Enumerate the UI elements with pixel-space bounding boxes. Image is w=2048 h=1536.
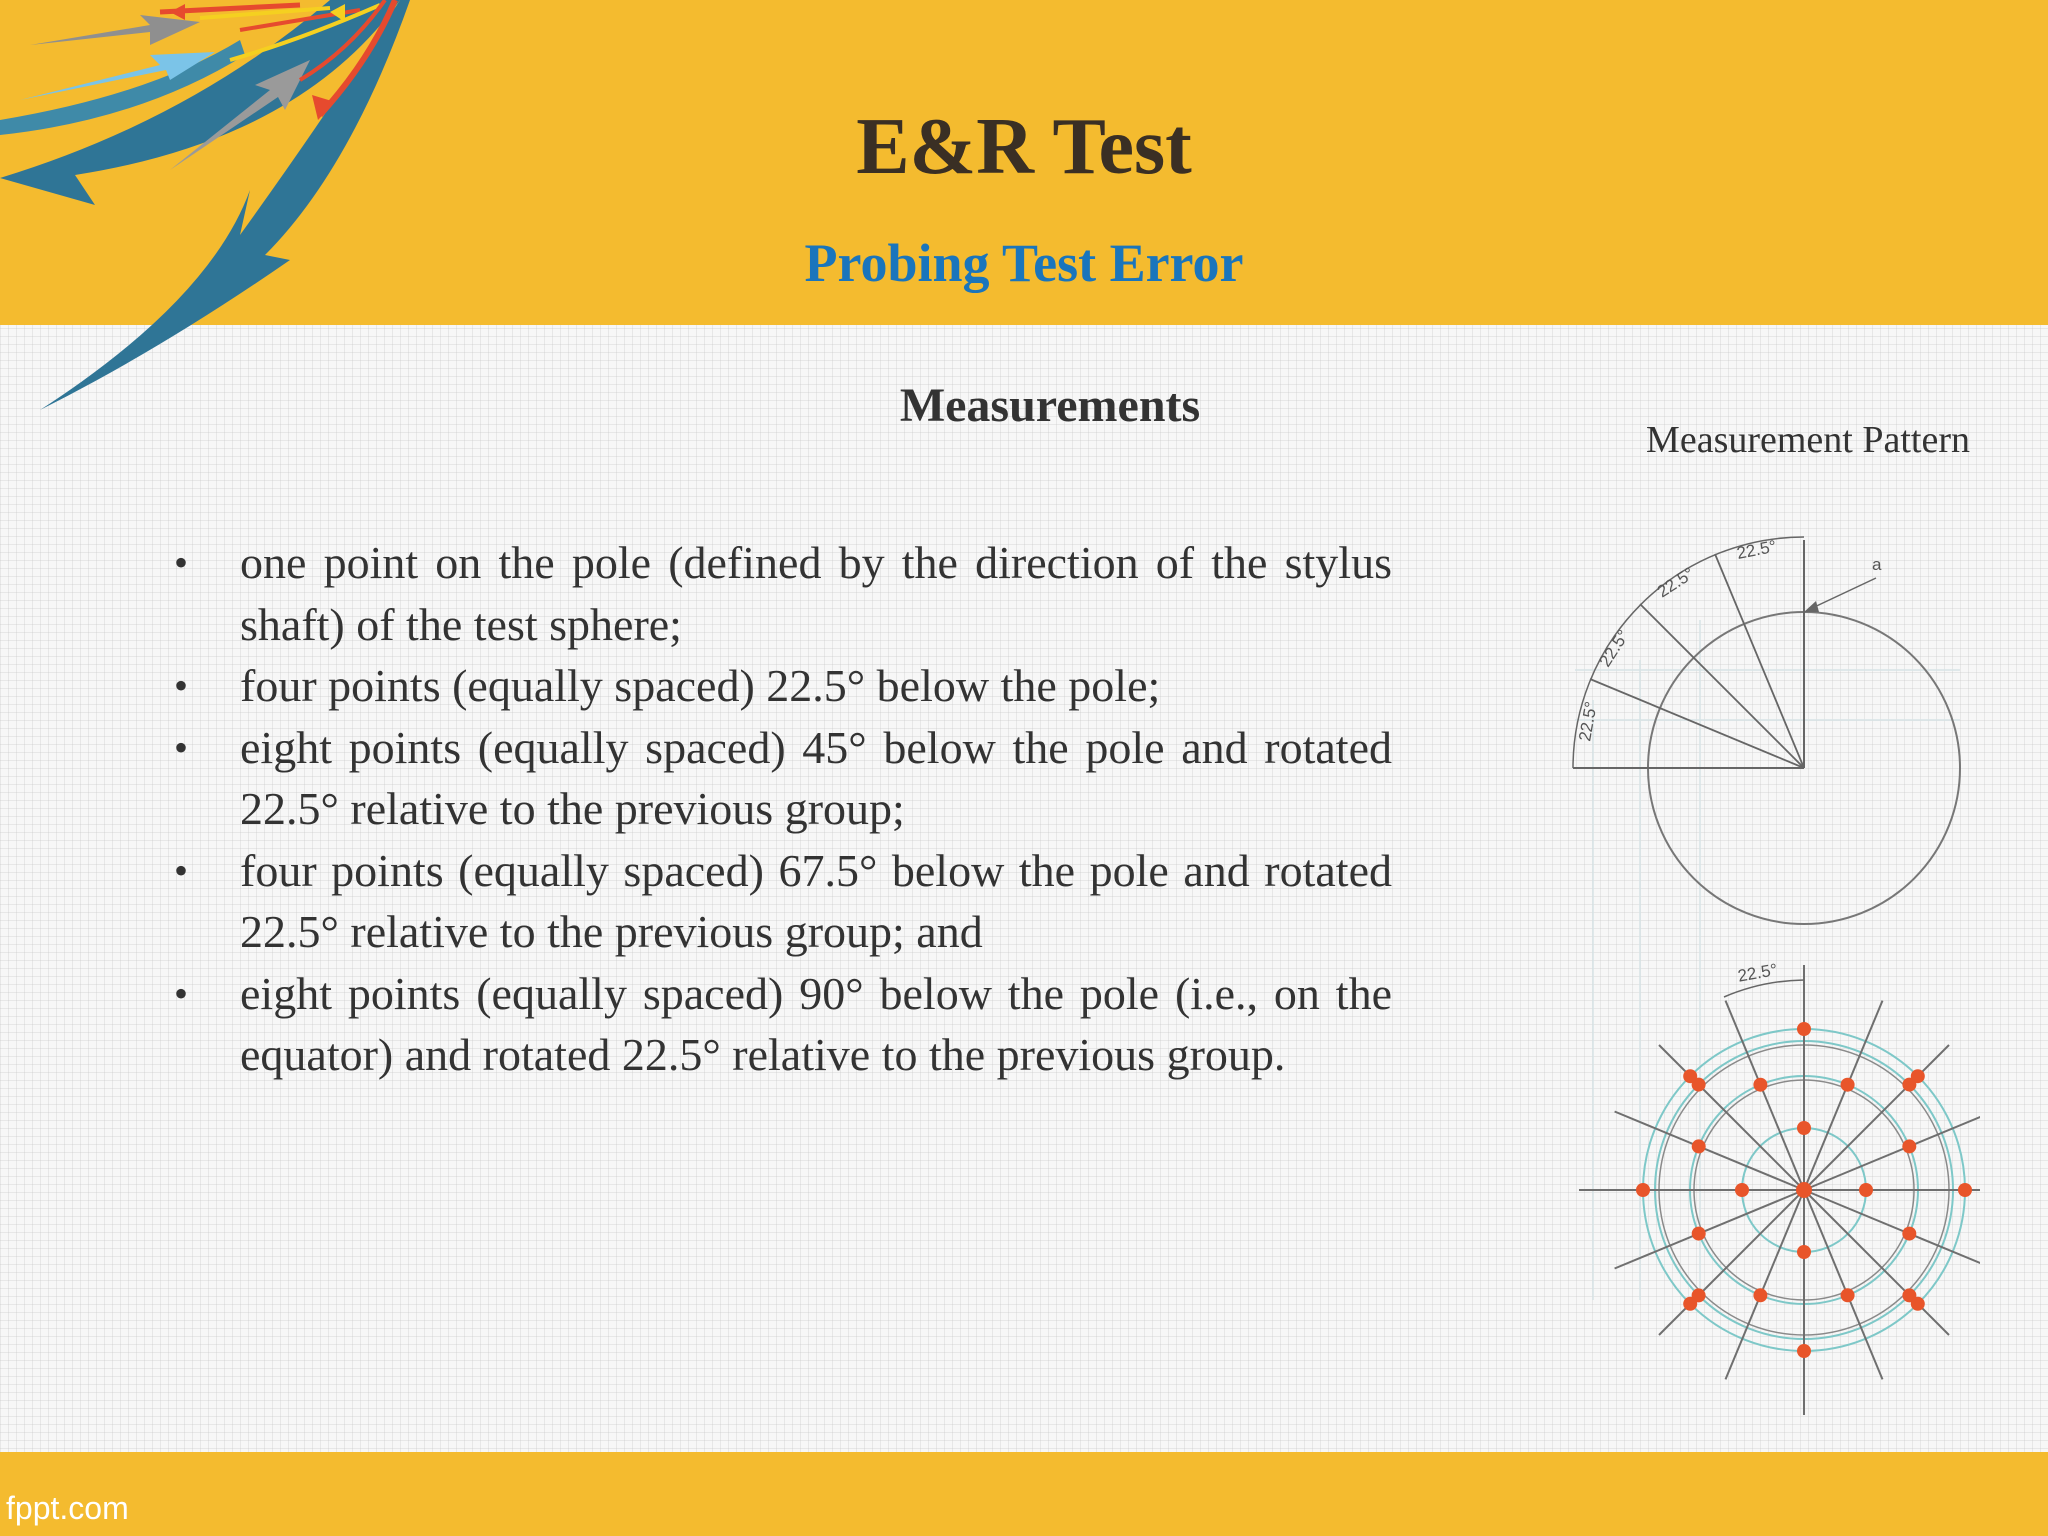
probe-point bbox=[1859, 1183, 1873, 1197]
footer-band bbox=[0, 1452, 2048, 1536]
measurement-pattern-figure bbox=[1560, 520, 1980, 1420]
probe-point bbox=[1735, 1183, 1749, 1197]
angle-label: 22.5° bbox=[1736, 960, 1779, 986]
probe-point bbox=[1841, 1288, 1855, 1302]
pattern-spoke bbox=[1659, 1045, 1804, 1190]
bullet-item: • eight points (equally spaced) 90° below the pole (i.e., on the equator) and rotated 22.5° relative to the previous group. bbox=[170, 963, 1392, 1086]
angle-label: 22.5° bbox=[1575, 700, 1601, 743]
probe-point bbox=[1911, 1297, 1925, 1311]
probe-point bbox=[1692, 1227, 1706, 1241]
probe-point bbox=[1841, 1078, 1855, 1092]
bullet-item: • one point on the pole (defined by the direction of the stylus shaft) of the test sphere; bbox=[170, 532, 1392, 655]
top-view-diagram bbox=[1579, 960, 1980, 1415]
probe-point bbox=[1692, 1139, 1706, 1153]
footer-logo-text: fppt.com bbox=[6, 1490, 129, 1526]
probe-point bbox=[1636, 1183, 1650, 1197]
pattern-spoke bbox=[1804, 1190, 1949, 1335]
figure-caption: Measurement Pattern bbox=[1646, 419, 1970, 461]
angle-label: 22.5° bbox=[1653, 563, 1698, 602]
angle-label: 22.5° bbox=[1735, 536, 1778, 563]
probe-point bbox=[1911, 1069, 1925, 1083]
bullet-item: • four points (equally spaced) 67.5° below the pole and rotated 22.5° relative to the previous group; and bbox=[170, 840, 1392, 963]
section-heading: Measurements bbox=[899, 379, 1201, 432]
probe-point bbox=[1753, 1288, 1767, 1302]
pattern-spoke bbox=[1659, 1190, 1804, 1335]
bullet-item: • four points (equally spaced) 22.5° below the pole; bbox=[170, 655, 1392, 717]
probe-point bbox=[1683, 1297, 1697, 1311]
probe-point bbox=[1902, 1139, 1916, 1153]
angle-label: 22.5° bbox=[1595, 626, 1634, 671]
bullet-list bbox=[170, 532, 1392, 1086]
probe-point bbox=[1797, 1344, 1811, 1358]
probe-point bbox=[1958, 1183, 1972, 1197]
probe-point bbox=[1797, 1121, 1811, 1135]
probe-point bbox=[1683, 1069, 1697, 1083]
probe-point bbox=[1902, 1227, 1916, 1241]
bullet-item: • eight points (equally spaced) 45° below the pole and rotated 22.5° relative to the previous group; bbox=[170, 717, 1392, 840]
decorative-arrows bbox=[0, 0, 420, 420]
side-view-diagram bbox=[1573, 537, 1960, 1300]
slide-title: E&R Test bbox=[856, 103, 1192, 191]
probe-point bbox=[1753, 1078, 1767, 1092]
probe-point bbox=[1796, 1182, 1812, 1198]
pattern-spoke bbox=[1804, 1045, 1949, 1190]
point-label: a bbox=[1872, 555, 1882, 574]
slide-subtitle: Probing Test Error bbox=[804, 233, 1244, 293]
probe-point bbox=[1797, 1022, 1811, 1036]
probe-point bbox=[1797, 1245, 1811, 1259]
